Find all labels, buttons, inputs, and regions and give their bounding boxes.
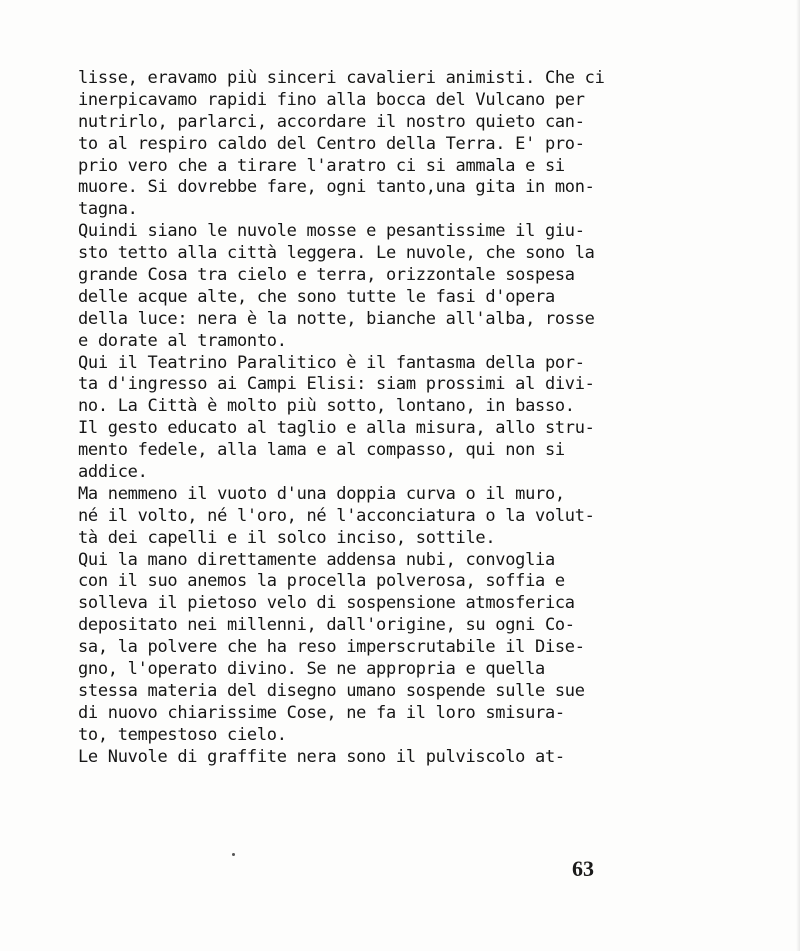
text-line: nutrirlo, parlarci, accordare il nostro quieto can- [78,111,585,132]
text-line: to al respiro caldo del Centro della Terra. E' pro- [78,133,585,154]
text-line: Qui la mano direttamente addensa nubi, convoglia [78,549,555,570]
text-line: solleva il pietoso velo di sospensione atmosferica [78,593,575,614]
text-line: delle acque alte, che sono tutte le fasi d'opera [78,286,555,307]
text-line: Qui il Teatrino Paralitico è il fantasma della por- [78,352,585,373]
text-line: della luce: nera è la notte, bianche all'alba, rosse [78,308,595,329]
text-line: prio vero che a tirare l'aratro ci si ammala e si [78,155,565,176]
ink-speck [232,853,235,856]
text-line: ta d'ingresso ai Campi Elisi: siam prossimi al divi- [78,374,595,395]
text-line: Ma nemmeno il vuoto d'una doppia curva o il muro, [78,483,565,504]
text-line: Il gesto educato al taglio e alla misura, allo stru- [78,418,595,439]
text-line: addice. [78,462,148,483]
text-line: tagna. [78,199,138,220]
text-line: di nuovo chiarissime Cose, ne fa il loro smisura- [78,702,565,723]
page-edge-shadow [796,0,800,951]
text-line: Le Nuvole di graffite nera sono il pulviscolo at- [78,746,565,767]
text-line: depositato nei millenni, dall'origine, su ogni Co- [78,615,575,636]
body-text [78,68,678,769]
text-line: mento fedele, alla lama e al compasso, qui non si [78,440,565,461]
text-line: tà dei capelli e il solco inciso, sottile. [78,527,496,548]
text-line: muore. Si dovrebbe fare, ogni tanto,una gita in mon- [78,177,595,198]
text-line: lisse, eravamo più sinceri cavalieri animisti. Che ci [78,68,605,88]
text-line: né il volto, né l'oro, né l'acconciatura o la volut- [78,505,595,526]
text-line: Quindi siano le nuvole mosse e pesantissime il giu- [78,221,585,242]
page-number: 63 [572,856,594,881]
text-line: stessa materia del disegno umano sospende sulle sue [78,680,585,701]
text-line: con il suo anemos la procella polverosa, soffia e [78,571,565,592]
text-line: gno, l'operato divino. Se ne appropria e quella [78,659,545,680]
text-line: no. La Città è molto più sotto, lontano, in basso. [78,396,575,417]
text-line: grande Cosa tra cielo e terra, orizzontale sospesa [78,265,575,286]
text-line: e dorate al tramonto. [78,330,287,351]
text-line: sto tetto alla città leggera. Le nuvole, che sono la [78,243,595,264]
text-line: sa, la polvere che ha reso imperscrutabile il Dise- [78,637,585,658]
text-line: to, tempestoso cielo. [78,724,287,745]
text-line: inerpicavamo rapidi fino alla bocca del Vulcano per [78,89,585,110]
